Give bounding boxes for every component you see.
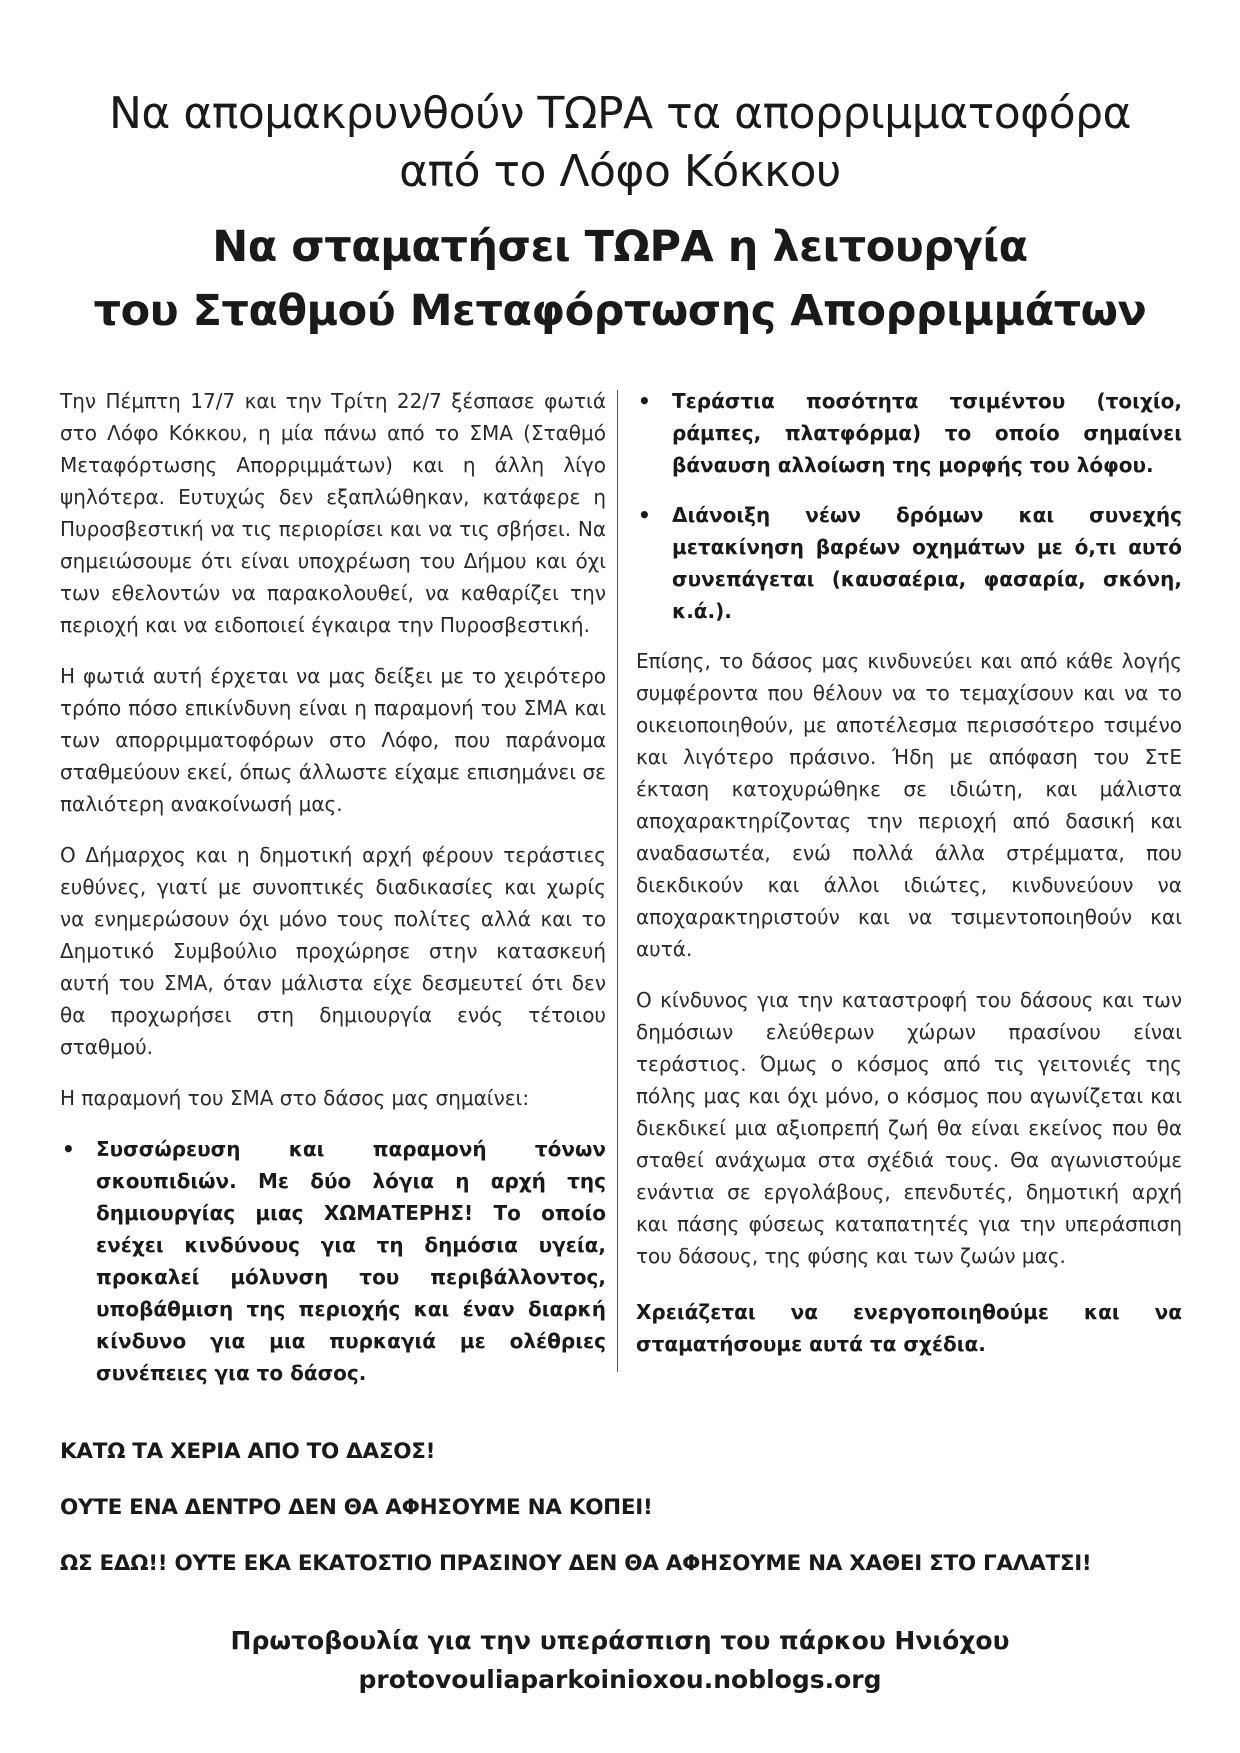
slogan-3: ΩΣ ΕΔΩ!! ΟΥΤΕ ΕΚΑ ΕΚΑΤΟΣΤΙΟ ΠΡΑΣΙΝΟΥ ΔΕΝ ΘΑ ΑΦΗΣΟΥΜΕ ΝΑ ΧΑΘΕΙ ΣΤΟ ΓΑΛΑΤΣΙ! [60, 1551, 1092, 1576]
bullet-item: • Διάνοιξη νέων δρόμων και συνεχής μετακίνηση βαρέων οχημάτων με ό,τι αυτό συνεπάγεται (καυσαέρια, φασαρία, σκόνη, κ.ά.). [636, 499, 1182, 627]
paragraph: Την Πέμπτη 17/7 και την Τρίτη 22/7 ξέσπασε φωτιά στο Λόφο Κόκκου, η μία πάνω από το ΣΜΑ (Σταθμό Μεταφόρτωσης Απορριμμάτων) και η άλλη λίγο ψηλότερα. Ευτυχώς δεν εξαπλώθηκαν, κατάφερε η Πυροσβεστική να τις περιορίσει και να τις σβήσει. Να σημειώσουμε ότι είναι υποχρέωση του Δήμου και όχι των εθελοντών να παρακολουθεί, να καθαρίζει την περιοχή και να ειδοποιεί έγκαιρα την Πυροσβεστική. [60, 389, 606, 637]
bullet-item: • Συσσώρευση και παραμονή τόνων σκουπιδιών. Με δύο λόγια η αρχή της δημιουργίας μιας ΧΩΜΑΤΕΡΗΣ! Το οποίο ενέχει κινδύνους για τη δημόσια υγεία, προκαλεί μόλυνση του περιβάλλοντος, υποβάθμιση της περιοχής και έναν διαρκή κίνδυνο για μια πυρκαγιά με ολέθριες συνέπειες για το δάσος. [60, 1133, 606, 1389]
title-line-2: από το Λόφο Κόκκου [399, 146, 841, 197]
right-column [636, 385, 1182, 1379]
organization-name: Πρωτοβουλία για την υπεράσπιση του πάρκου Ηνιόχου [230, 1626, 1010, 1655]
left-column [60, 385, 606, 1407]
column-divider [617, 390, 618, 1372]
website-url: protovouliaparkoinioxou.noblogs.org [358, 1665, 882, 1694]
headline-line-1: Να σταματήσει ΤΩΡΑ η λειτουργία [212, 222, 1028, 272]
paragraph: Επίσης, το δάσος μας κινδυνεύει και από κάθε λογής συμφέροντα που θέλουν να το τεμαχίσουν και να το οικειοποιηθούν, με αποτέλεσμα περισσότερο τσιμένο και λιγότερο πράσινο. Ήδη με απόφαση του ΣτΕ έκταση κατοχυρώθηκε σε ιδιώτη, και μάλιστα αποχαρακτηρίζοντας την περιοχή από δασική και αναδασωτέα, ενώ πολλά άλλα στρέμματα, που διεκδικούν και άλλοι ιδιώτες, κινδυνεύουν να αποχαρακτηριστούν και να τσιμεντοποιηθούν και αυτά. [636, 649, 1182, 961]
paragraph: Η φωτιά αυτή έρχεται να μας δείξει με το χειρότερο τρόπο πόσο επικίνδυνη είναι η παραμονή του ΣΜΑ και των απορριμματοφόρων στο Λόφο, που παράνομα σταθμεύουν εκεί, όπως άλλωστε είχαμε επισημάνει σε παλιότερη ανακοίνωσή μας. [60, 664, 606, 816]
paragraph: Ο κίνδυνος για την καταστροφή του δάσους και των δημόσιων ελεύθερων χώρων πρασίνου είναι τεράστιος. Όμως ο κόσμος από τις γειτονιές της πόλης μας και όχι μόνο, ο κόσμος που αγωνίζεται και διεκδικεί μια αξιοπρεπή ζωή θα είναι εκείνος που θα σταθεί ανάχωμα στα σχέδιά τους. Θα αγωνιστούμε ενάντια σε εργολάβους, επενδυτές, δημοτική αρχή και πάσης φύσεως καταπατητές για την υπεράσπιση του δάσους, της φύσης και των ζωών μας. [636, 988, 1182, 1268]
title-line-1: Να απομακρυνθούν ΤΩΡΑ τα απορριμματοφόρα [108, 88, 1132, 139]
bullet-item: • Τεράστια ποσότητα τσιμέντου (τοιχίο, ράμπες, πλατφόρμα) το οποίο σημαίνει βάναυση αλλοίωση της μορφής του λόφου. [636, 385, 1182, 481]
paragraph: Η παραμονή του ΣΜΑ στο δάσος μας σημαίνει: [60, 1086, 530, 1110]
slogan-2: ΟΥΤΕ ΕΝΑ ΔΕΝΤΡΟ ΔΕΝ ΘΑ ΑΦΗΣΟΥΜΕ ΝΑ ΚΟΠΕΙ! [60, 1495, 653, 1520]
bullet-list [60, 1133, 606, 1389]
call-to-action: Χρειάζεται να ενεργοποιηθούμε και να σταματήσουμε αυτά τα σχέδια. [636, 1300, 1182, 1356]
paragraph: Ο Δήμαρχος και η δημοτική αρχή φέρουν τεράστιες ευθύνες, γιατί με συνοπτικές διαδικασίες και χωρίς να ενημερώσουν όχι μόνο τους πολίτες αλλά και το Δημοτικό Συμβούλιο προχώρησε στην κατασκευή αυτή του ΣΜΑ, όταν μάλιστα είχε δεσμευτεί ότι δεν θα προχωρήσει στη δημιουργία ενός τέτοιου σταθμού. [60, 843, 606, 1059]
slogan-1: ΚΑΤΩ ΤΑ ΧΕΡΙΑ ΑΠΟ ΤΟ ΔΑΣΟΣ! [60, 1439, 436, 1464]
bullet-list [636, 385, 1182, 627]
headline-line-2: του Σταθμού Μεταφόρτωσης Απορριμμάτων [93, 286, 1147, 336]
